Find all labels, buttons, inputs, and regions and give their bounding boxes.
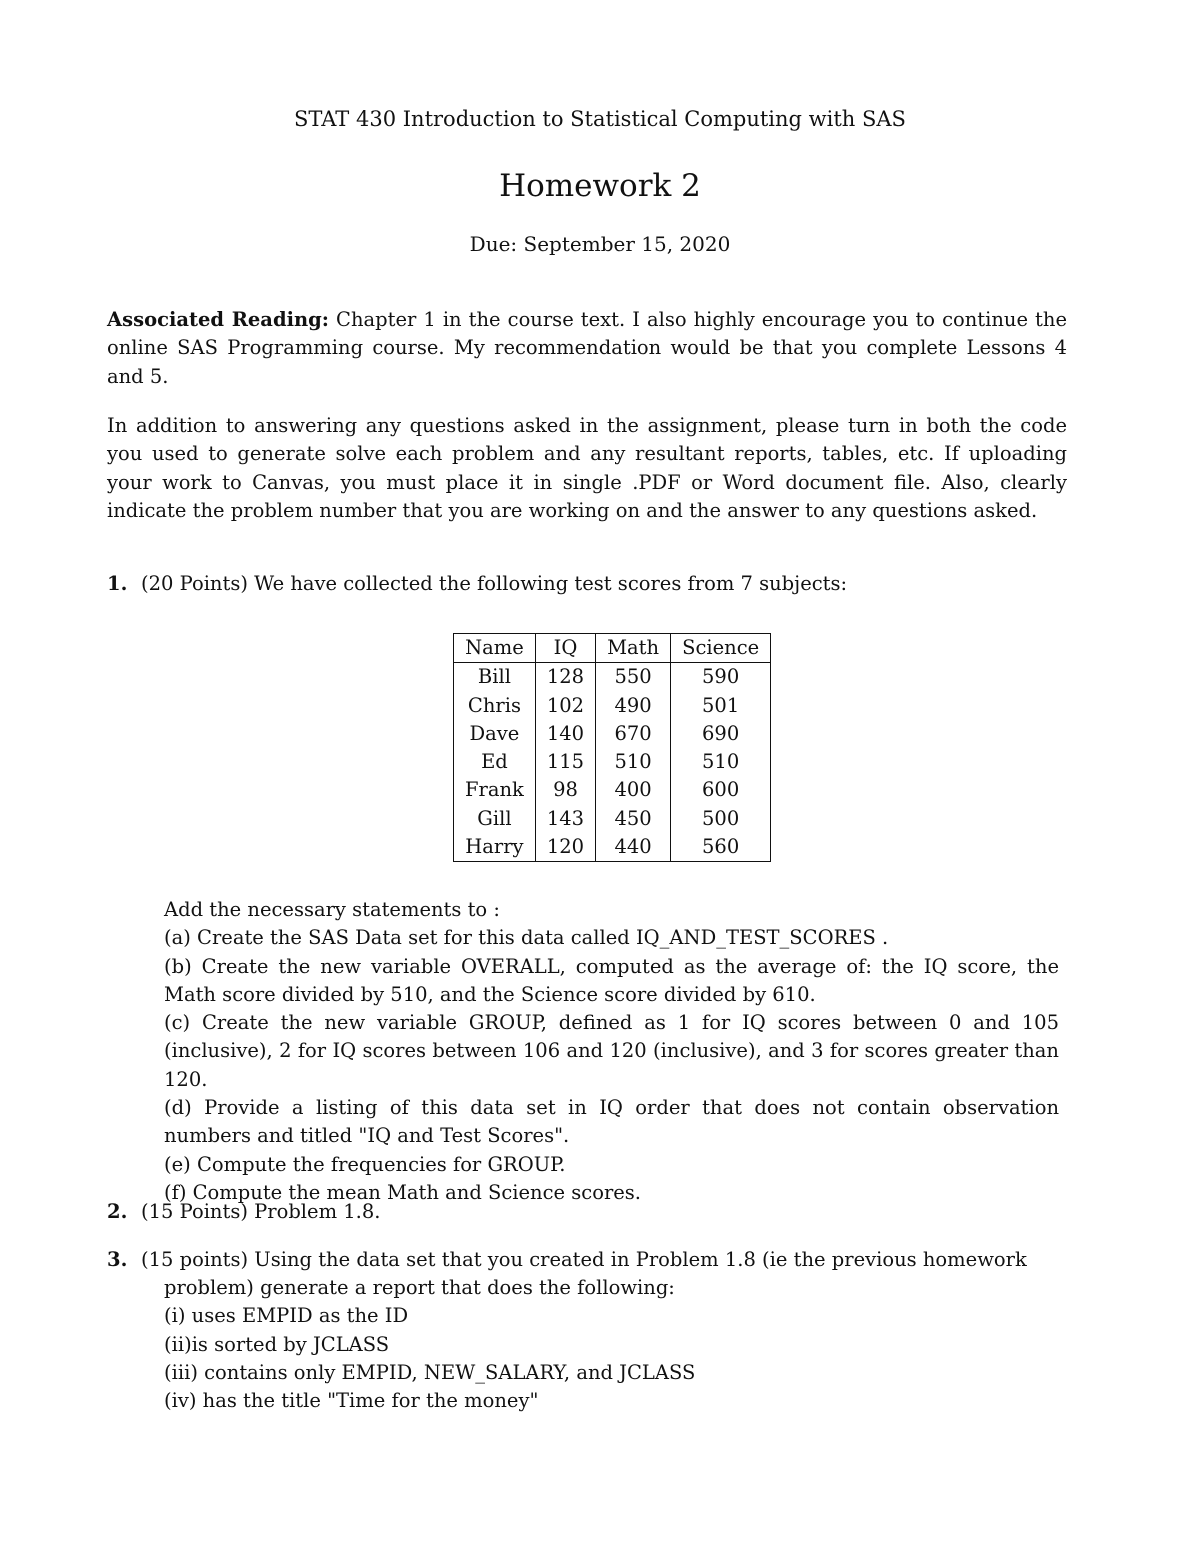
- cell: 128: [535, 663, 595, 692]
- cell: Dave: [454, 720, 536, 748]
- due-date: Due: September 15, 2020: [469, 232, 731, 256]
- cell: 143: [535, 805, 595, 833]
- part-item: (i) uses EMPID as the ID: [164, 1304, 409, 1328]
- cell: 500: [671, 805, 771, 833]
- cell: 501: [671, 692, 771, 720]
- part-item: problem) generate a report that does the following:: [164, 1276, 675, 1299]
- problem-number: 3.: [107, 1248, 128, 1271]
- part-item: (d) Provide a listing of this data set in IQ order that does not contain observation numbers and titled "IQ and Test Scores".: [164, 1096, 1059, 1148]
- problem-text: (15 points) Using the data set that you created in Problem 1.8 (ie the previous homework: [141, 1248, 1027, 1271]
- course-title: STAT 430 Introduction to Statistical Computing with SAS: [294, 107, 906, 131]
- part-item: (a) Create the SAS Data set for this data called IQ_AND_TEST_SCORES .: [164, 926, 889, 950]
- table-row: [454, 833, 771, 862]
- cell: 98: [535, 776, 595, 804]
- table-row: [454, 776, 771, 804]
- cell: 670: [596, 720, 671, 748]
- problem-1-parts: [164, 896, 1059, 1207]
- cell: Gill: [454, 805, 536, 833]
- col-header: Math: [596, 634, 671, 663]
- table-header-row: [454, 634, 771, 663]
- part-item: (e) Compute the frequencies for GROUP.: [164, 1152, 566, 1176]
- cell: 400: [596, 776, 671, 804]
- cell: 440: [596, 833, 671, 862]
- homework-title: Homework 2: [499, 168, 701, 204]
- problem-number: 2.: [107, 1200, 128, 1223]
- associated-reading: [107, 306, 1067, 391]
- reading-label: Associated Reading:: [107, 308, 329, 331]
- cell: 115: [535, 748, 595, 776]
- cell: Harry: [454, 833, 536, 862]
- cell: 600: [671, 776, 771, 804]
- table-row: [454, 720, 771, 748]
- cell: 450: [596, 805, 671, 833]
- part-item: (iv) has the title "Time for the money": [164, 1389, 539, 1413]
- problem-text: (15 Points) Problem 1.8.: [141, 1200, 381, 1223]
- reading-text: Chapter 1 in the course text. I also highly encourage you to continue the online SAS Programming course. My recommendation would be that you complete Lessons 4 and 5.: [107, 308, 1067, 388]
- cell: 560: [671, 833, 771, 862]
- cell: 690: [671, 720, 771, 748]
- cell: 510: [596, 748, 671, 776]
- cell: 590: [671, 663, 771, 692]
- cell: 140: [535, 720, 595, 748]
- cell: 120: [535, 833, 595, 862]
- cell: 510: [671, 748, 771, 776]
- cell: Frank: [454, 776, 536, 804]
- table-row: [454, 692, 771, 720]
- col-header: IQ: [535, 634, 595, 663]
- part-item: (ii)is sorted by JCLASS: [164, 1332, 390, 1356]
- col-header: Name: [454, 634, 536, 663]
- cell: Ed: [454, 748, 536, 776]
- table-row: [454, 663, 771, 692]
- part-item: (f) Compute the mean Math and Science scores.: [164, 1180, 642, 1204]
- problem-text: (20 Points) We have collected the following test scores from 7 subjects:: [141, 572, 848, 595]
- cell: Chris: [454, 692, 536, 720]
- instructions: In addition to answering any questions asked in the assignment, please turn in both the code you used to generate solve each problem and any resultant reports, tables, etc. If uploading your work to Canvas, you must place it in single .PDF or Word document file. Also, clearly indicate the problem number that you are working on and the answer to any questions asked.: [107, 414, 1067, 522]
- table-row: [454, 748, 771, 776]
- part-item: (c) Create the new variable GROUP, defined as 1 for IQ scores between 0 and 105 (inclusive), 2 for IQ scores between 106 and 120 (inclusive), and 3 for scores greater than 120.: [164, 1011, 1059, 1091]
- part-item: (b) Create the new variable OVERALL, computed as the average of: the IQ score, the Math score divided by 510, and the Science score divided by 610.: [164, 954, 1059, 1006]
- cell: 490: [596, 692, 671, 720]
- problem-2: [107, 1198, 1067, 1226]
- scores-table: [453, 633, 771, 862]
- cell: 102: [535, 692, 595, 720]
- problem-1: [107, 570, 1067, 598]
- table-row: [454, 805, 771, 833]
- cell: Bill: [454, 663, 536, 692]
- part-item: Add the necessary statements to :: [164, 898, 500, 921]
- part-item: (iii) contains only EMPID, NEW_SALARY, and JCLASS: [164, 1360, 696, 1384]
- problem-3: [107, 1246, 1067, 1274]
- problem-3-parts: [164, 1274, 1059, 1415]
- cell: 550: [596, 663, 671, 692]
- problem-number: 1.: [107, 572, 128, 595]
- col-header: Science: [671, 634, 771, 663]
